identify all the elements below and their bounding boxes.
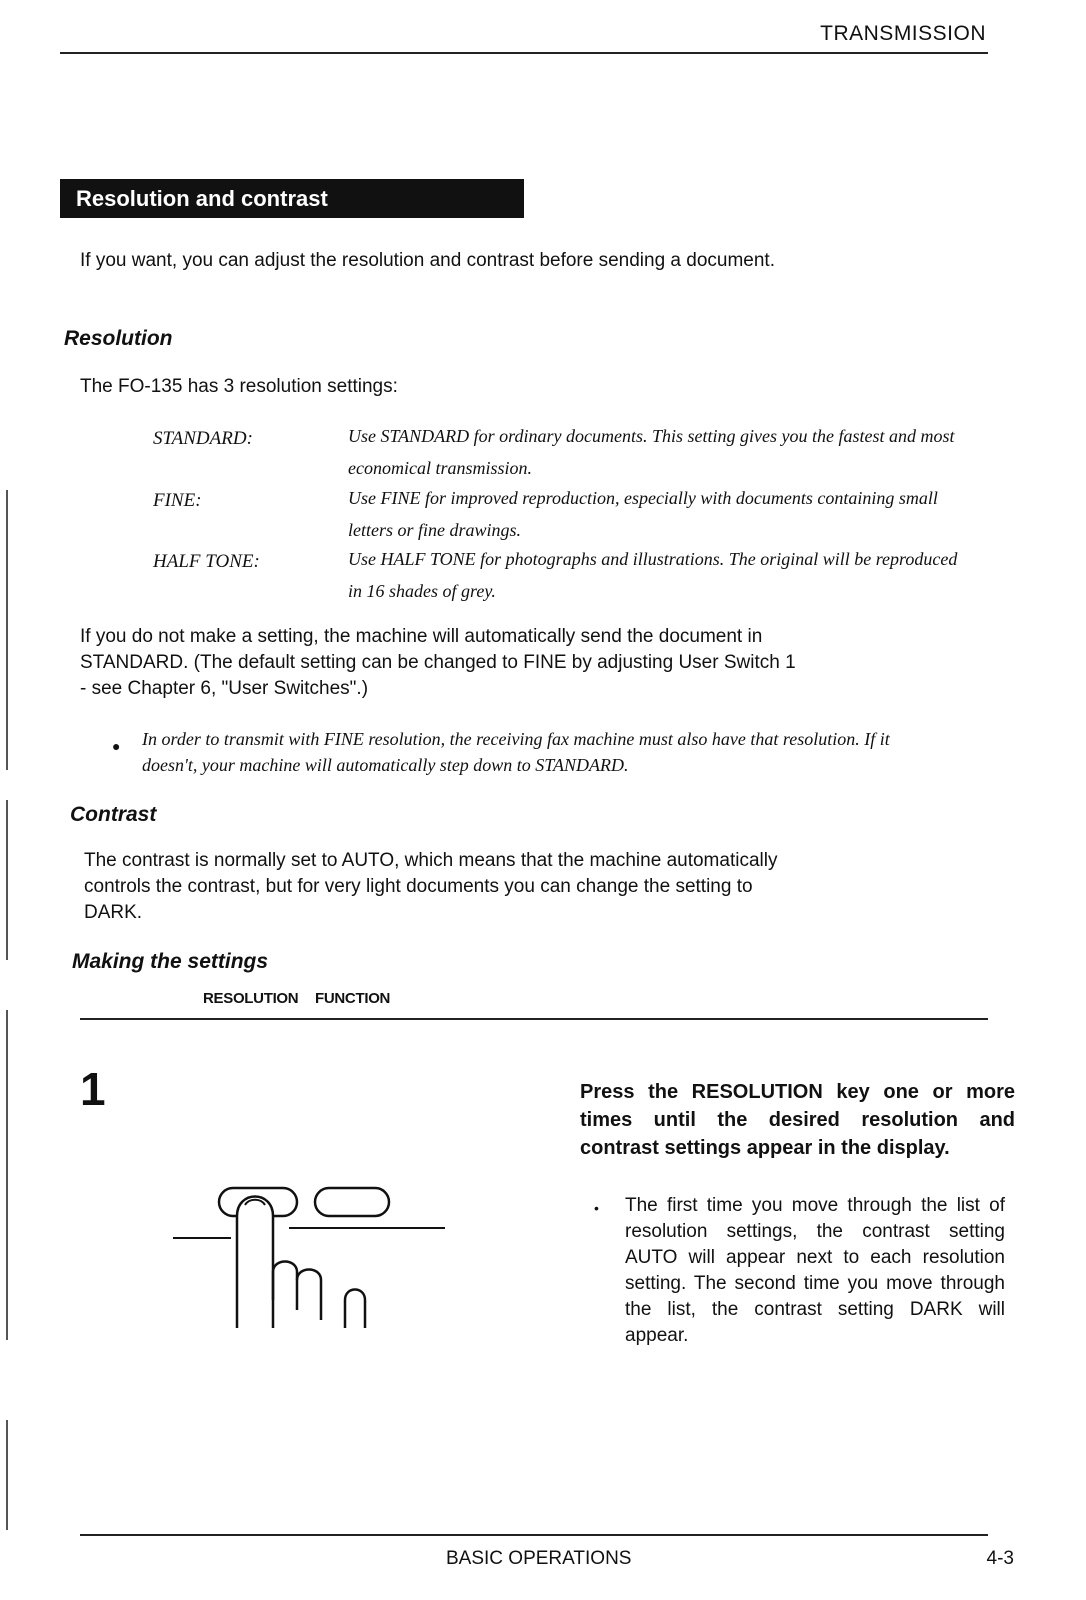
page-number: 4-3 xyxy=(986,1548,1014,1569)
margin-mark xyxy=(6,1420,8,1530)
resolution-lead: The FO-135 has 3 resolution settings: xyxy=(80,376,398,397)
contrast-heading: Contrast xyxy=(70,803,157,826)
margin-mark xyxy=(6,490,8,770)
resolution-heading: Resolution xyxy=(64,327,173,350)
default-setting-note: If you do not make a setting, the machine will automatically send the document in STANDARD. (The default setting can be changed to FINE by adjusting User Switch 1 - see Chapter 6, "User Switches".) xyxy=(80,626,796,699)
margin-mark xyxy=(6,1010,8,1340)
setting-desc-fine: Use FINE for improved reproduction, especially with documents containing small letters or fine drawings. xyxy=(348,488,938,540)
setting-term-fine: FINE: xyxy=(153,490,202,511)
intro-paragraph: If you want, you can adjust the resolution and contrast before sending a document. xyxy=(80,250,775,271)
setting-desc-standard: Use STANDARD for ordinary documents. This setting gives you the fastest and most economical transmission. xyxy=(348,426,955,478)
function-key-label: FUNCTION xyxy=(315,990,391,1007)
contrast-paragraph: The contrast is normally set to AUTO, which means that the machine automatically controls the contrast, but for very light documents you can change the setting to DARK. xyxy=(84,850,778,923)
step-bullet-text: The first time you move through the list of resolution settings, the contrast setting AUTO will appear next to each resolution setting. The second time you move through the list, the contrast setting DARK will appear. xyxy=(625,1195,1005,1346)
footer-chapter: BASIC OPERATIONS xyxy=(446,1548,632,1569)
section-title: Resolution and contrast xyxy=(76,186,328,211)
step-bullet-icon: • xyxy=(594,1200,599,1216)
header-rule xyxy=(60,52,988,54)
running-header: TRANSMISSION xyxy=(820,22,986,45)
setting-desc-halftone: Use HALF TONE for photographs and illustrations. The original will be reproduced in 16 shades of grey. xyxy=(348,549,958,601)
footer-rule xyxy=(80,1534,988,1536)
margin-mark xyxy=(6,800,8,960)
step-number: 1 xyxy=(80,1063,106,1115)
setting-term-standard: STANDARD: xyxy=(153,428,253,449)
step-instruction: Press the RESOLUTION key one or more times until the desired resolution and contrast settings appear in the display. xyxy=(580,1081,1015,1159)
making-settings-heading: Making the settings xyxy=(72,950,269,973)
resolution-key-label: RESOLUTION xyxy=(203,990,299,1007)
finger-pressing-key-icon xyxy=(165,1010,455,1340)
bullet-icon: ● xyxy=(112,738,121,754)
setting-term-halftone: HALF TONE: xyxy=(153,551,260,572)
fine-resolution-note: In order to transmit with FINE resolution, the receiving fax machine must also have that resolution. If it doesn't, your machine will automatically step down to STANDARD. xyxy=(142,729,890,775)
